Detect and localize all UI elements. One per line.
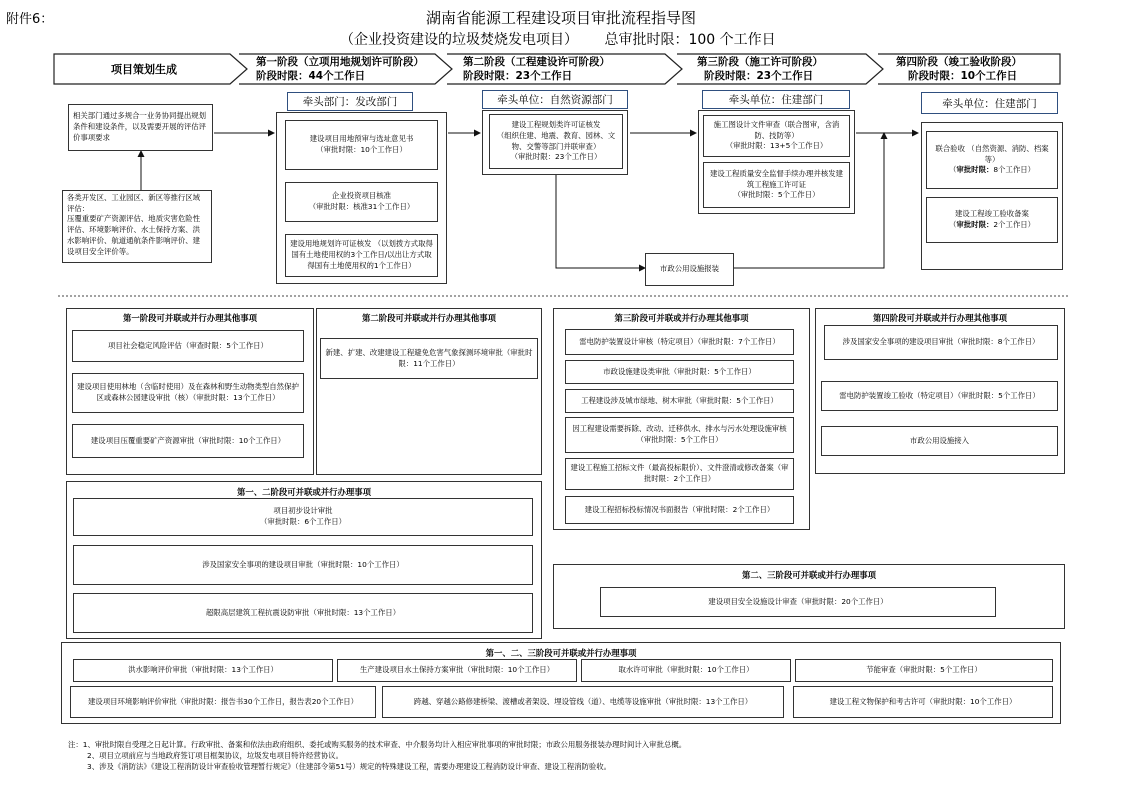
parallel-stage-1-2-title: 第一、二阶段可并联或并行办理事项 <box>237 487 371 497</box>
parallel-item: 建设项目环境影响评价审批（审批时限：报告书30个工作日，报告表20个工作日） <box>70 686 376 718</box>
total-time: 总审批时限：100 个工作日 <box>604 32 776 48</box>
parallel-item: 生产建设项目水土保持方案审批（审批时限：10个工作日） <box>337 659 577 682</box>
stage-1-time: 阶段时限：44个工作日 <box>256 70 366 82</box>
stage-3-lead-dept: 牵头单位：住建部门 <box>702 90 850 109</box>
stage-3-time: 阶段时限：23个工作日 <box>704 70 814 82</box>
parallel-item: 建设项目压覆重要矿产资源审批（审批时限：10个工作日） <box>72 424 304 458</box>
stage-1-name: 第一阶段（立项用地规划许可阶段） <box>256 56 424 68</box>
parallel-item: 建设项目使用林地（含临时使用）及在森林和野生动物类型自然保护区或森林公园建设审批（核）（审批时限：13个工作日） <box>72 373 304 413</box>
time-limit-label: 审批时限： <box>956 220 994 229</box>
open-paren: （ <box>948 165 957 175</box>
time-limit-value: 8个工作日） <box>993 165 1036 175</box>
open-paren: （ <box>948 220 957 229</box>
parallel-item: 工程建设涉及城市绿地、树木审批（审批时限：5个工作日） <box>565 389 794 413</box>
parallel-item: 涉及国家安全事项的建设项目审批（审批时限：8个工作日） <box>824 325 1058 360</box>
note-3: 3、涉及《消防法》《建设工程消防设计审查验收管理暂行规定》（住建部令第51号）规定的特殊建设工程，需要办理建设工程消防设计审查、建设工程消防验收。 <box>87 762 612 771</box>
parallel-item: 节能审查（审批时限：5个工作日） <box>795 659 1053 682</box>
time-limit-label: 审批时限： <box>956 165 994 175</box>
completion-filing-label: 建设工程竣工验收备案 <box>955 209 1029 219</box>
stage-0-label: 项目策划生成 <box>111 63 177 76</box>
project-planning-box: 相关部门通过多规合一业务协同提出规划条件和建设条件，以及需要开展的评估评价事项要求 <box>68 104 213 151</box>
parallel-item: 建设工程施工招标文件（最高投标限价）、文件澄清或修改备案（审批时限：2个工作日） <box>565 458 794 490</box>
page-title: 湖南省能源工程建设项目审批流程指导图 <box>425 9 696 27</box>
time-limit-value: 2个工作日） <box>993 220 1036 229</box>
planning-permit-box: 建设工程规划类许可证核发 （组织住建、地震、教育、园林、文物、交警等部门并联审查） （审批时限：23个工作日） <box>489 114 623 169</box>
stage-2-name: 第二阶段（工程建设许可阶段） <box>463 56 610 68</box>
parallel-item: 跨越、穿越公路修建桥梁、渡槽或者架设、埋设管线（道）、电缆等设施审批（审批时限：13个工作日） <box>382 686 784 718</box>
municipal-utility-application-box: 市政公用设施报装 <box>645 253 734 286</box>
stage-2-lead-dept: 牵头单位：自然资源部门 <box>482 90 628 109</box>
parallel-item: 取水许可审批（审批时限：10个工作日） <box>581 659 791 682</box>
stage-4-time: 阶段时限：10个工作日 <box>908 70 1018 82</box>
joint-acceptance-box <box>926 131 1058 189</box>
completion-filing-box <box>926 197 1058 243</box>
joint-acceptance-label: 联合验收 （自然资源、消防、档案等） <box>935 143 1049 164</box>
parallel-stage-2-section <box>316 308 542 475</box>
subtitle-text: （企业投资建设的垃圾焚烧发电项目） <box>340 32 578 48</box>
parallel-item: 市政设施建设类审批（审批时限：5个工作日） <box>565 360 794 384</box>
joint-acceptance-time <box>949 165 1035 176</box>
construction-permit-box: 建设工程质量安全监督手续办理并核发建筑工程施工许可证 （审批时限：5个工作日） <box>703 162 850 208</box>
parallel-item: 建设工程招标投标情况书面报告（审批时限：2个工作日） <box>565 496 794 524</box>
parallel-stage-2-3-title: 第二、三阶段可并联或并行办理事项 <box>742 570 876 580</box>
parallel-stage-1-2-3-title: 第一、二、三阶段可并联或并行办理事项 <box>485 648 637 658</box>
stage-2-time: 阶段时限：23个工作日 <box>463 70 573 82</box>
arrow-to-muni <box>556 175 645 268</box>
regional-assessment-box: 各类开发区、工业园区、新区等推行区域评估： 压覆重要矿产资源评估、地质灾害危险性评估、环境影响评价、水土保持方案、洪水影响评价、航道通航条件影响评价、建设项目安全评价等。 <box>62 190 212 263</box>
stage-4-lead-dept: 牵头单位：住建部门 <box>921 92 1058 114</box>
note-1: 注：1、审批时限自受理之日起计算。行政审批、备案和依法由政府组织、委托或购买服务的技术审查、中介服务均计入相应审批事项的审批时限；市政公用服务报装办理时间计入审批总概。 <box>68 740 687 749</box>
stage-3-name: 第三阶段（施工许可阶段） <box>697 56 823 68</box>
parallel-item: 项目初步设计审批 （审批时限：6个工作日） <box>73 498 533 536</box>
parallel-item: 项目社会稳定风险评估（审查时限：5个工作日） <box>72 330 304 362</box>
parallel-item: 建设工程文物保护和考古许可（审批时限：10个工作日） <box>793 686 1053 718</box>
stage-4-name: 第四阶段（竣工验收阶段） <box>896 56 1022 68</box>
parallel-item: 洪水影响评价审批（审批时限：13个工作日） <box>73 659 333 682</box>
land-pre-review-box: 建设项目用地预审与选址意见书 （审批时限：10个工作日） <box>285 120 438 170</box>
parallel-item: 雷电防护装置设计审核（特定项目）（审批时限：7个工作日） <box>565 329 794 355</box>
parallel-stage-2-title: 第二阶段可并联或并行办理其他事项 <box>362 313 496 323</box>
land-planning-permit-box: 建设用地规划许可证核发 （以划拨方式取得国有土地使用权的3个工作日/以出让方式取得国有土地使用权的1个工作日） <box>285 234 438 277</box>
parallel-stage-3-title: 第三阶段可并联或并行办理其他事项 <box>614 313 749 323</box>
parallel-item: 涉及国家安全事项的建设项目审批（审批时限：10个工作日） <box>73 545 533 585</box>
enterprise-approval-box: 企业投资项目核准 （审批时限：核准31个工作日） <box>285 182 438 222</box>
parallel-stage-4-title: 第四阶段可并联或并行办理其他事项 <box>873 313 1007 323</box>
parallel-stage-1-title: 第一阶段可并联或并行办理其他事项 <box>123 313 257 323</box>
parallel-item: 市政公用设施接入 <box>821 426 1058 456</box>
parallel-item: 超限高层建筑工程抗震设防审批（审批时限：13个工作日） <box>73 593 533 633</box>
attachment-label: 附件6： <box>6 12 54 27</box>
construction-drawing-review-box: 施工图设计文件审查（联合图审，含消防、技防等） （审批时限：13+5个工作日） <box>703 115 850 157</box>
parallel-item: 新建、扩建、改建建设工程避免危害气象探测环境审批（审批时限：11个工作日） <box>320 338 538 379</box>
parallel-item: 因工程建设需要拆除、改动、迁移供水、排水与污水处理设施审核（审批时限：5个工作日） <box>565 417 794 453</box>
parallel-item: 建设项目安全设施设计审查（审批时限：20个工作日） <box>600 587 996 617</box>
stage-1-lead-dept: 牵头部门：发改部门 <box>287 92 413 111</box>
parallel-item: 雷电防护装置竣工验收（特定项目）（审批时限：5个工作日） <box>821 381 1058 411</box>
note-2: 2、项目立项前应与当地政府签订项目框架协议，垃圾发电项目特许经营协议。 <box>87 751 343 760</box>
completion-filing-time <box>949 220 1035 231</box>
